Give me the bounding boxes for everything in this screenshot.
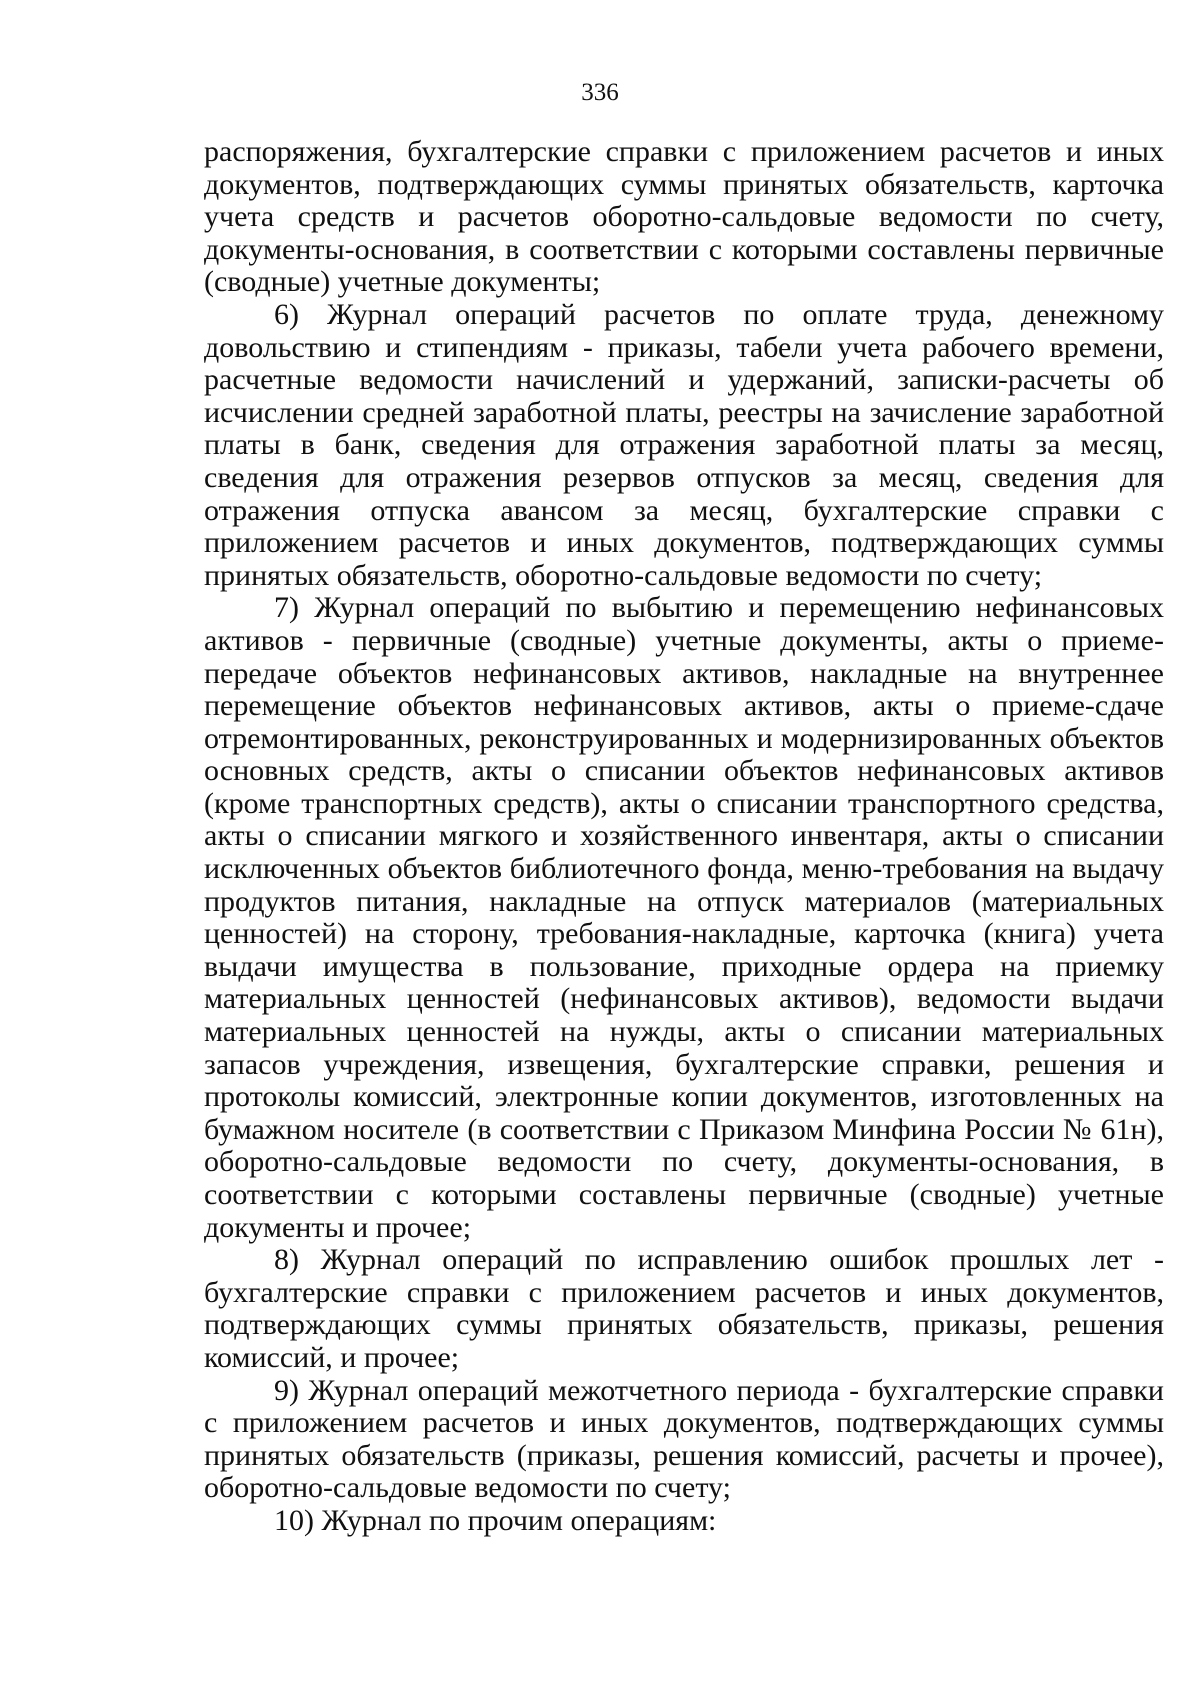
paragraph-item-10: 10) Журнал по прочим операциям: xyxy=(274,1503,717,1537)
paragraph-continuation: распоряжения, бухгалтерские справки с приложением расчетов и иных документов, подтверждающих суммы принятых обязательств, карточка учета средств и расчетов оборотно-сальдовые ведомости по счету, документы-основания, в соответствии с которыми составлены первичные (сводные) учетные документы; xyxy=(204,135,1164,299)
paragraph-item-9: 9) Журнал операций межотчетного периода - бухгалтерские справки с приложением расчетов и иных документов, подтверждающих суммы принятых обязательств (приказы, решения комиссий, расчеты и прочее), оборотно-сальдовые ведомости по счету; xyxy=(204,1373,1164,1505)
paragraph-item-6: 6) Журнал операций расчетов по оплате труда, денежному довольствию и стипендиям - приказы, табели учета рабочего времени, расчетные ведомости начислений и удержаний, записки-расчеты об исчислении средней заработной платы, реестры на зачисление заработной платы в банк, сведения для отражения заработной платы за месяц, сведения для отражения резервов отпусков за месяц, сведения для отражения отпуска авансом за месяц, бухгалтерские справки с приложением расчетов и иных документов, подтверждающих суммы принятых обязательств, оборотно-сальдовые ведомости по счету; xyxy=(204,297,1164,592)
page-number: 336 xyxy=(581,79,619,106)
paragraph-item-7: 7) Журнал операций по выбытию и перемещению нефинансовых активов - первичные (сводные) учетные документы, акты о приеме-передаче объектов нефинансовых активов, накладные на внутреннее перемещение объектов нефинансовых активов, акты о приеме-сдаче отремонтированных, реконструированных и модернизированных объектов основных средств, акты о списании объектов нефинансовых активов (кроме транспортных средств), акты о списании транспортного средства, акты о списании мягкого и хозяйственного инвентаря, акты о списании исключенных объектов библиотечного фонда, меню-требования на выдачу продуктов питания, накладные на отпуск материалов (материальных ценностей) на сторону, требования-накладные, карточка (книга) учета выдачи имущества в пользование, приходные ордера на приемку материальных ценностей (нефинансовых активов), ведомости выдачи материальных ценностей на нужды, акты о списании материальных запасов учреждения, извещения, бухгалтерские справки, решения и протоколы комиссий, электронные копии документов, изготовленных на бумажном носителе (в соответствии с Приказом Минфина России № 61н), оборотно-сальдовые ведомости по счету, документы-основания, в соответствии с которыми составлены первичные (сводные) учетные документы и прочее; xyxy=(204,591,1164,1244)
document-body xyxy=(204,136,1164,1538)
paragraph-item-8: 8) Журнал операций по исправлению ошибок прошлых лет - бухгалтерские справки с приложением расчетов и иных документов, подтверждающих суммы принятых обязательств, приказы, решения комиссий, и прочее; xyxy=(204,1243,1164,1374)
